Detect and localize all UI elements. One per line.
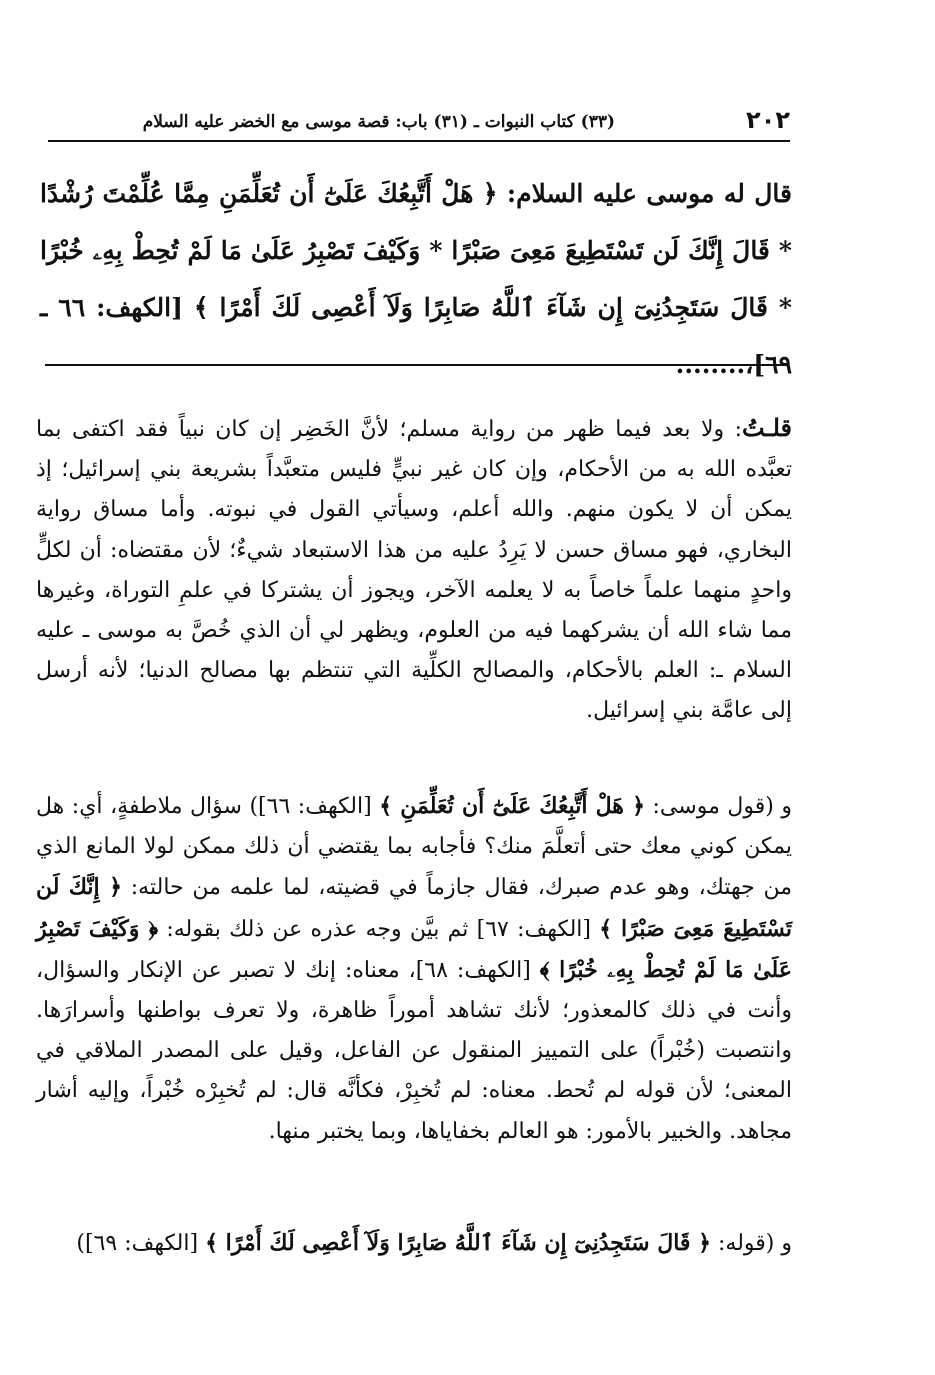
hadith-text: [40, 165, 792, 393]
paragraph-text: و (قوله:: [711, 1231, 792, 1256]
quran-verse: ﴿ إِنَّكَ لَن تَسْتَطِيعَ مَعِىَ صَبْرًا ﴾: [36, 874, 792, 942]
commentary-paragraph-2: [36, 786, 792, 1152]
paragraph-text: [الكهف: ٦٦]) سؤال ملاطفةٍ، أي: هل يمكن كوني معك حتى أتعلَّمَ منك؟ فأجابه بما يقتضي أن ذلك ممكن لولا المانع الذي من جهتك، وهو عدم صبرك، فقال جازماً في قضيته، لما علمه من حالته:: [36, 794, 792, 901]
paragraph-text: [الكهف: ٦٧] ثم بيَّن وجه عذره عن ذلك بقوله:: [158, 916, 600, 942]
quran-verse: ﴿ قَالَ سَتَجِدُنِىٓ إِن شَآءَ ٱللَّهُ صَابِرًا وَلَآ أَعْصِى لَكَ أَمْرًا ﴾: [205, 1230, 711, 1256]
paragraph-lead-word: قلـتُ: [741, 413, 792, 442]
page-header: [48, 104, 790, 142]
commentary-paragraph-3: [36, 1223, 792, 1264]
paragraph-text: [الكهف: ٦٨]، معناه: إنك لا تصبر عن الإنكار والسؤال، وأنت في ذلك كالمعذور؛ لأنك تشاهد أموراً ظاهرة، ولا تعرف بواطنها وأسرارَها. وانتصبت (خُبْراً) على التمييز المنقول عن الفاعل، وقيل على المصدر الملاقي في المعنى؛ لأن قوله لم تُحط. معناه: لم تُخبِرْ، فكأنَّه قال: لم تُخبِرْه خُبْراً، وإليه أشار مجاهد. والخبير بالأمور: هو العالم بخفاياها، وبما يختبر منها.: [36, 957, 792, 1144]
paragraph-text: : ولا بعد فيما ظهر من رواية مسلم؛ لأنَّ الخَضِر إن كان نبياً فقد اكتفى بما تعبَّده الله به من الأحكام، وإن كان غير نبيٍّ فليس متعبَّداً بشريعة بني إسرائيل؛ إذ يمكن أن لا يكون منهم. والله أعلم، وسيأتي القول في نبوته. وأما مساق رواية البخاري، فهو مساق حسن لا يَرِدُ عليه من هذا الاستبعاد شيءٌ؛ لأن مقتضاه: أن لكلٍّ واحدٍ منهما علماً خاصاً به لا يعلمه الآخر، ويجوز أن يشتركا في علمِ التوراة، وغيرها مما شاء الله أن يشركهما فيه من العلوم، ويظهر لي أن الذي خُصَّ به موسى ـ عليه السلام ـ: العلم بالأحكام، والمصالح الكلِّية التي تنتظم بها مصالح الدنيا؛ لأنه أرسل إلى عامَّة بني إسرائيل.: [36, 417, 792, 724]
hadith-intro: قال له موسى عليه السلام:: [497, 179, 792, 208]
quran-verse: ﴿ وَكَيْفَ تَصْبِرُ عَلَىٰ مَا لَمْ تُحِطْ بِهِۦ خُبْرًا ﴾: [36, 915, 792, 983]
quran-verse: ﴿ هَلْ أَتَّبِعُكَ عَلَىٰٓ أَن تُعَلِّمَنِ مِمَّا عُلِّمْتَ رُشْدًا * قَالَ إِنَّكَ لَن تَسْتَطِيعَ مَعِىَ صَبْرًا * وَكَيْفَ تَصْبِرُ عَلَىٰ مَا لَمْ تُحِطْ بِهِۦ خُبْرًا * قَالَ سَتَجِدُنِىٓ إِن شَآءَ ٱللَّهُ صَابِرًا وَلَآ أَعْصِى لَكَ أَمْرًا ﴾: [40, 179, 792, 322]
commentary-paragraph-1: [36, 408, 792, 732]
page-number: ٢٠٢: [746, 106, 790, 134]
paragraph-text: و (قول موسى:: [644, 794, 792, 819]
section-divider: [45, 364, 787, 366]
quran-verse: ﴿ هَلْ أَتَّبِعُكَ عَلَىٰٓ أَن تُعَلِّمَنِ ﴾: [379, 793, 645, 819]
running-title: (٣٣) كتاب النبوات ـ (٣١) باب: قصة موسى مع الخضر عليه السلام: [142, 112, 615, 132]
verse-reference: [الكهف: ٦٦ ـ ٦٩]،........: [40, 293, 792, 379]
paragraph-text: [الكهف: ٦٩]): [76, 1231, 206, 1256]
